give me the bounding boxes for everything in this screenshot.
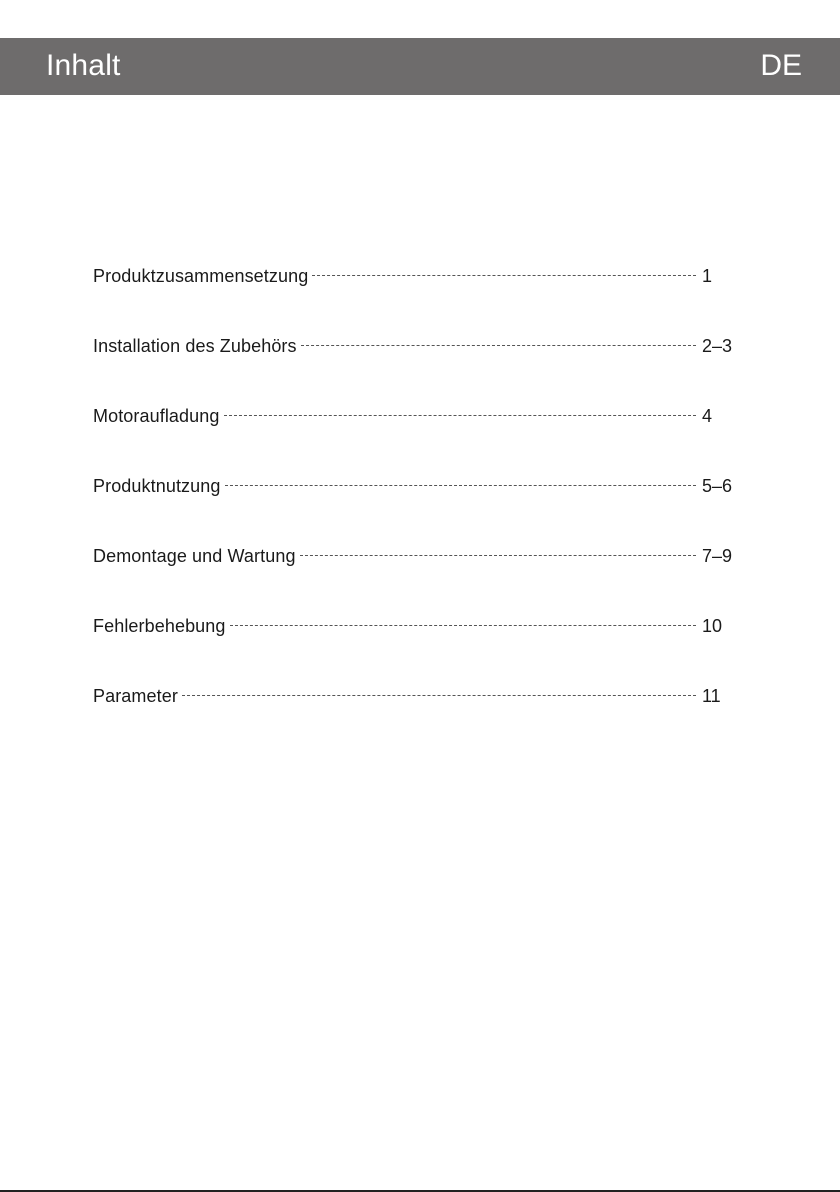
toc-dotted-leader: [300, 555, 696, 556]
toc-entry[interactable]: [93, 334, 748, 358]
toc-entry-page: 7–9: [702, 546, 733, 566]
toc-entry-page: 11: [702, 686, 721, 706]
toc-dotted-leader: [224, 415, 697, 416]
toc-entry-page: 10: [702, 616, 723, 636]
page-title: Inhalt: [46, 49, 121, 82]
table-of-contents: [93, 264, 748, 754]
toc-dotted-leader: [301, 345, 696, 346]
toc-entry[interactable]: [93, 264, 748, 288]
toc-entry-label: Demontage und Wartung: [93, 546, 296, 566]
toc-entry-label: Motoraufladung: [93, 406, 220, 426]
toc-entry[interactable]: [93, 404, 748, 428]
toc-entry-label: Produktnutzung: [93, 476, 221, 496]
toc-entry-label: Fehlerbehebung: [93, 616, 226, 636]
toc-entry[interactable]: [93, 684, 748, 708]
toc-entry-page: 2–3: [702, 336, 733, 356]
toc-entry[interactable]: [93, 614, 748, 638]
toc-dotted-leader: [182, 695, 696, 696]
header-bar: [0, 38, 840, 95]
toc-dotted-leader: [230, 625, 696, 626]
toc-entry-label: Produktzusammensetzung: [93, 266, 309, 286]
toc-entry-page: 1: [702, 266, 713, 286]
toc-entry[interactable]: [93, 544, 748, 568]
language-code: DE: [760, 49, 802, 82]
toc-dotted-leader: [312, 275, 696, 276]
toc-entry-page: 5–6: [702, 476, 733, 496]
toc-dotted-leader: [225, 485, 697, 486]
toc-entry[interactable]: [93, 474, 748, 498]
toc-entry-label: Installation des Zubehörs: [93, 336, 297, 356]
toc-entry-label: Parameter: [93, 686, 178, 706]
toc-entry-page: 4: [702, 406, 713, 426]
